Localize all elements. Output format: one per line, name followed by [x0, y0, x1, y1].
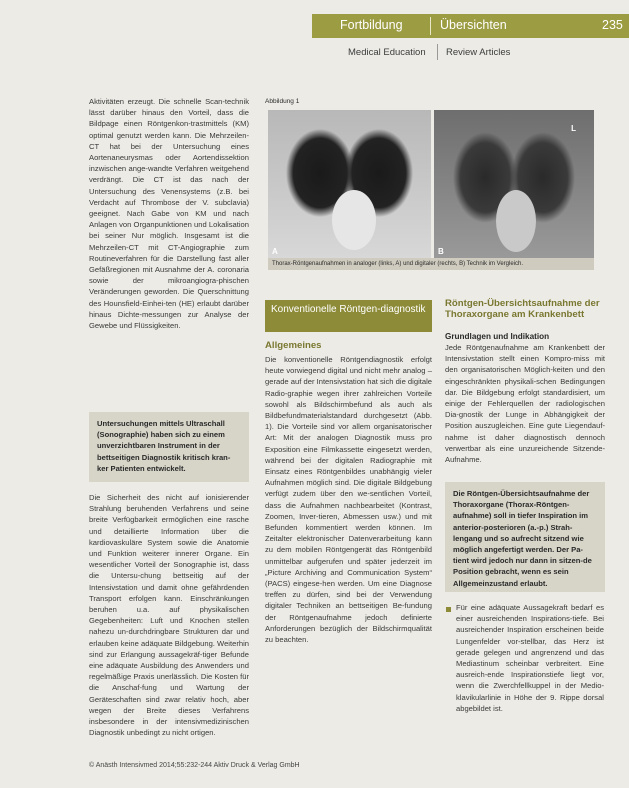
- bullet-text: Für eine adäquate Aussagekraft bedarf es einer ausreichenden Inspirations-tiefe. Bei ausreichender Inspiration erscheinen beide Lungenfelder vor-stellbar, das Herz ist gerade gelegen und angrenzend und das Mediastinum scheinbar verbreitert. Eine ausreich-ende Inspirationstiefe liegt vor, wenn die Zwerchfellkuppel in der Medio-klavikularlinie in Höhe der 9. Rippe dorsal abgebildet ist.: [456, 603, 604, 713]
- xray-image-digital: [434, 110, 594, 260]
- xray-image-analog: [268, 110, 431, 260]
- sub-label-medical-education: Medical Education: [348, 47, 426, 58]
- subheading-grundlagen: Grundlagen und Indikation: [445, 332, 550, 341]
- left-column-bottom-text: Die Sicherheit des nicht auf ionisierender Strahlung beruhenden Verfahrens und seine breite Verfügbarkeit ermöglichen eine rasche und detaillierte Information über die kardiovaskuläre System sowie die Anatomie und Funktion weiterer innerer Organe. Ein wesentlicher Vorteil der Sonographie ist, dass die Untersu-chung bettseitig auf der Intensivstation und damit ohne gefährdenden Transport erfolgen kann. Einschränkungen beruhen u.a. auf physikalischen Gegebenheiten: Luft und Knochen stellen nahezu un-durchdringbare Strukturen dar und erlauben keine adäquate Bildgebung. Weiterhin sind zur Erlangung aussagekräf-tiger Befunde eine adäquate Ausbildung des Anwenders und regelmäßige Praxis unerlässlich. Die Kosten für die Anschaf-fung und Wartung der Geräteschaften sind zwar relativ hoch, aber wegen der Breite dieses Verfahrens insbesondere in der intensivmedizinischen Diagnostik unbedingt zu nicht ortigen.: [89, 493, 249, 738]
- footer-citation: © Anästh Intensivmed 2014;55:232-244 Aktiv Druck & Verlag GmbH: [89, 762, 300, 769]
- callout-thorax-xray: Die Röntgen-Übersichtsaufnahme der Thoraxorgane (Thorax-Röntgen-aufnahme) soll in tiefer Inspiration im anterior-posterioren (a.-p.) Strah-lengang und so aufrecht sitzend wie möglich angefertigt werden. Der Pa-tient wird jedoch nur dann in sitzen-de Position gebracht, wenn es sein Allgemeinzustand erlaubt.: [445, 482, 605, 592]
- left-column-top-text: Aktivitäten erzeugt. Die schnelle Scan-technik lässt darüber hinaus den Vorteil, dass die Bildpage einen Röntgenkon-trastmittels (KM) optimal genutzt werden kann. Die Mehrzeilen-CT hat bei der Untersuchung eines Aortenaneurysmas oder Aortendissektion inzwischen ange-wandte Verfahren weitgehend verdrängt. Die CT ist das nach der Untersuchung des Venensystems (z.B. bei Verdacht auf Thrombose der V. subclavia) geeignet. Nach Gabe von KM und nach Anlagen von Organpunktionen und Lokalisation bei seiner Nur möglich. Insgesamt ist die Mehrzeilen-CT mit CT-Angiographie zum Routineverfahren für die Darstellung fast aller Gefäßregionen mit Ausnahme der A. coronaria sowie der mikroangiogra-phischen Veränderungen geworden. Die Querschnittung des Hounsfield-Einhei-ten (HE) erlaubt darüber hinaus Dichte-messungen zur Analyse der Gewebe und Flüssigkeiten.: [89, 97, 249, 331]
- section-heading-overview: Röntgen-Übersichtsaufnahme der Thoraxorgane am Krankenbett: [445, 298, 600, 320]
- heart-shadow: [496, 190, 536, 252]
- heart-shadow: [332, 190, 376, 250]
- figure-caption: Thorax-Röntgenaufnahmen in analoger (links, A) und digitaler (rechts, B) Technik im Vergleich.: [268, 258, 594, 270]
- subheader-divider: [437, 44, 438, 60]
- bullet-marker: [446, 607, 451, 612]
- figure-letter-b: B: [438, 247, 444, 256]
- section-label-fortbildung: Fortbildung: [340, 18, 403, 32]
- conventional-text: Die konventionelle Röntgendiagnostik erfolgt heute vorwiegend digital und nicht mehr analog – gerade auf der Intensivstation hat sich die digitale Radio-graphie wegen ihrer zahlreichen Vorteile sowohl als Bildschirmbefund als auch als Bildbefundmaterialstandard durchgesetzt (Abb. 1). Die Vorteile sind vor allem organisatorischer Art: Mit der analogen Diagnostik muss pro Exposition eine Filmkassette eingesetzt werden, während bei der digitalen Radiographie mit Einsatz eines Röntgenbildes unabhängig vieler Aufnahmen möglich sind. Die digitale Bildgebung verfügt zudem über den we-sentlichen Vorteil, dass die Aufnahmen nachbearbeitet (Kontrast, Zoomen, Inver-tieren, Abmessen usw.) und mit Befunden kommentiert werden können. Im Zeitalter elektronischer Datenverarbeitung kann zu dem mobilen Röntgengerät das Röntgenbild unmittelbar aufgerufen und später jederzeit im „Picture Archiving and Communication System“ (PACS) eingese-hen werden. Um eine Diagnose treffen zu dürfen, sind bei der Verwendung digitaler Techniken an bettseitigen Be-fundung der Röntgenaufnahme jedoch definierte Anforderungen bezüglich der Bildschirmqualität zu beachten.: [265, 355, 432, 645]
- header-bar: [312, 14, 629, 38]
- subheading-allgemeines: Allgemeines: [265, 340, 322, 351]
- page-number: 235: [602, 18, 623, 32]
- section-label-uebersichten: Übersichten: [440, 18, 507, 32]
- figure-letter-l: L: [571, 124, 576, 133]
- header-divider: [430, 17, 431, 35]
- figure-label: Abbildung 1: [265, 98, 300, 105]
- sub-label-review-articles: Review Articles: [446, 47, 511, 58]
- figure-letter-a: A: [272, 247, 278, 256]
- overview-text: Jede Röntgenaufnahme am Krankenbett der Intensivstation stellt einen Kompro-miss mit den organisatorischen Möglich-keiten und den eingeschränkten physikali-schen Bedingungen dar. Die Bildgebung erfolgt standardisiert, um einige der Fehlerquellen der radiologischen Dia-gnostik der Lunge in Abhängigkeit der Position auszugleichen. Eine gute Liegendauf-nahme ist daher diagnostisch dennoch verwertbar als eine unzureichende Sitzende-Aufnahme.: [445, 343, 605, 465]
- section-heading-conventional: Konventionelle Röntgen-diagnostik: [265, 300, 432, 332]
- callout-ultrasound: Untersuchungen mittels Ultraschall (Sonographie) haben sich zu einem unverzichtbaren Instrument in der bettseitigen Diagnostik kritisch kran-ker Patienten entwickelt.: [89, 412, 249, 482]
